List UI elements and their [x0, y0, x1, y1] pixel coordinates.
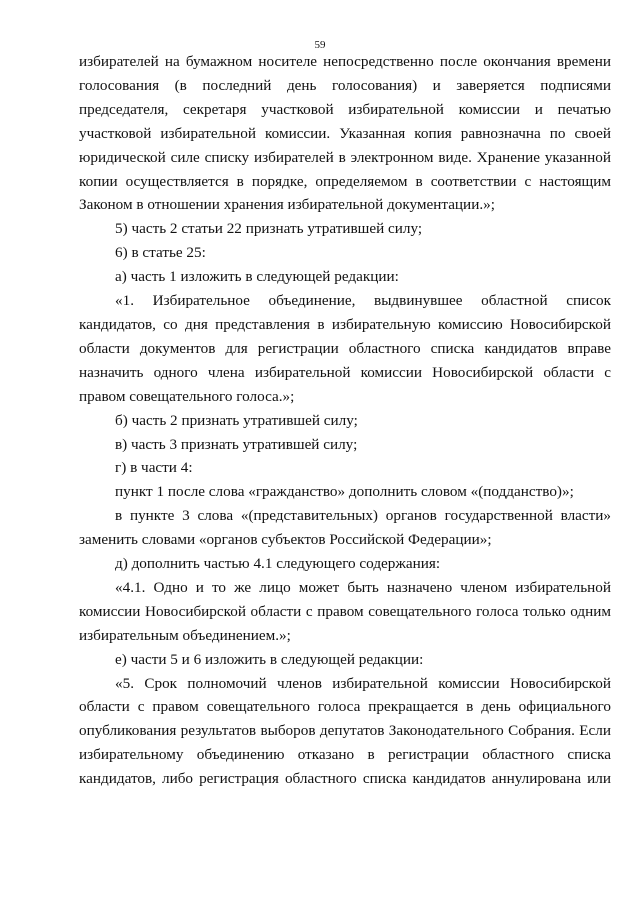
- text-line: а) часть 1 изложить в следующей редакции:: [115, 268, 399, 286]
- text-line: Законом в отношении хранения избирательной документации.»;: [79, 196, 495, 214]
- text-line: 6) в статье 25:: [115, 244, 206, 262]
- document-body: [79, 50, 611, 791]
- text-line: 5) часть 2 статьи 22 признать утратившей силу;: [115, 220, 423, 238]
- text-line: области с правом совещательного голоса прекращается в день официального: [79, 698, 611, 716]
- text-line: е) части 5 и 6 изложить в следующей редакции:: [115, 650, 424, 668]
- text-line: опубликования результатов выборов депутатов Законодательного Собрания. Если: [79, 722, 611, 740]
- text-line: кандидатов, со дня представления в избирательную комиссию Новосибирской: [79, 315, 611, 333]
- text-line: избирательному объединению отказано в регистрации областного списка: [79, 746, 611, 764]
- text-line: участковой избирательной комиссии. Указанная копия равнозначна по своей: [79, 124, 611, 142]
- text-line: голосования (в последний день голосования) и заверяется подписями: [79, 76, 611, 94]
- text-line: г) в части 4:: [115, 459, 193, 477]
- text-line: назначить одного члена избирательной комиссии Новосибирской области с: [79, 363, 611, 381]
- text-line: избирательным объединением.»;: [79, 626, 291, 644]
- text-line: б) часть 2 признать утратившей силу;: [115, 411, 358, 429]
- text-line: юридической силе списку избирателей в электронном виде. Хранение указанной: [79, 148, 611, 166]
- text-line: пункт 1 после слова «гражданство» дополнить словом «(подданство)»;: [115, 483, 574, 501]
- text-line: председателя, секретаря участковой избирательной комиссии и печатью: [79, 100, 611, 118]
- text-line: «5. Срок полномочий членов избирательной комиссии Новосибирской: [115, 674, 611, 692]
- text-line: правом совещательного голоса.»;: [79, 387, 295, 405]
- text-line: кандидатов, либо регистрация областного списка кандидатов аннулирована или: [79, 770, 611, 788]
- text-line: заменить словами «органов субъектов Российской Федерации»;: [79, 531, 492, 549]
- text-line: области документов для регистрации областного списка кандидатов вправе: [79, 339, 611, 357]
- text-line: «1. Избирательное объединение, выдвинувшее областной список: [115, 292, 611, 310]
- text-line: в пункте 3 слова «(представительных) органов государственной власти»: [115, 507, 611, 525]
- text-line: копии осуществляется в порядке, определяемом в соответствии с настоящим: [79, 172, 611, 190]
- text-line: д) дополнить частью 4.1 следующего содержания:: [115, 555, 441, 573]
- text-line: избирателей на бумажном носителе непосредственно после окончания времени: [79, 53, 611, 70]
- text-line: комиссии Новосибирской области с правом совещательного голоса только одним: [79, 602, 611, 620]
- text-line: «4.1. Одно и то же лицо может быть назначено членом избирательной: [115, 578, 611, 596]
- text-line: в) часть 3 признать утратившей силу;: [115, 435, 358, 453]
- page-number: 59: [314, 39, 326, 51]
